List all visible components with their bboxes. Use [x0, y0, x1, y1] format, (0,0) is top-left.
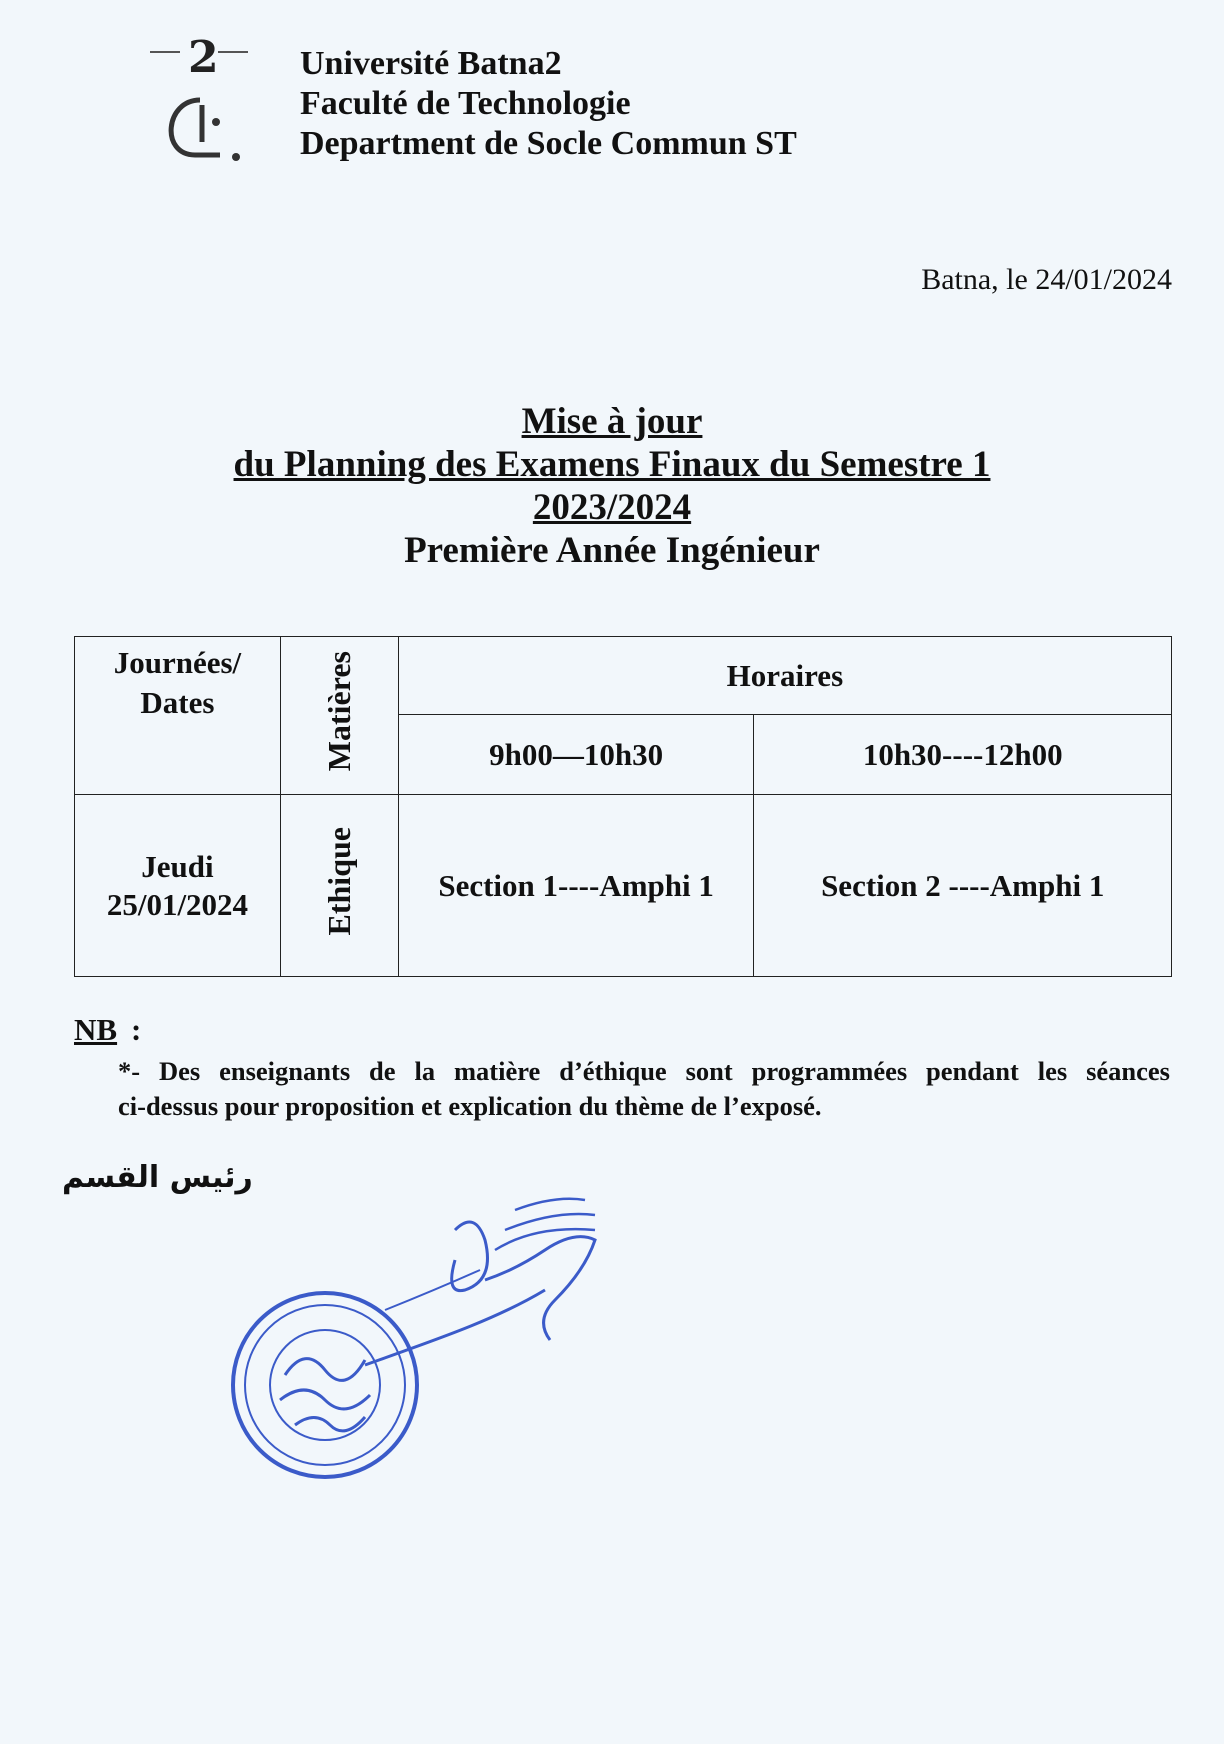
row-subject-cell [280, 795, 398, 977]
header-hours: Horaires [398, 637, 1171, 715]
faculty-name: Faculté de Technologie [300, 85, 631, 122]
row-slot-2: Section 2 ----Amphi 1 [754, 795, 1172, 977]
title-line-4: Première Année Ingénieur [404, 530, 820, 571]
table-row [75, 795, 1172, 977]
title-line-2: du Planning des Examens Finaux du Semestre 1 [233, 444, 991, 485]
signature-title: رئيس القسم [62, 1160, 253, 1195]
header-slot-2: 10h30----12h00 [754, 715, 1172, 795]
row-day-cell [75, 795, 281, 977]
nb-label: NB [74, 1012, 118, 1047]
nb-note [118, 1054, 1170, 1124]
university-name: Université Batna2 [300, 45, 562, 82]
nb-line-2: ci-dessus pour proposition et explication du thème de l’exposé. [118, 1091, 822, 1121]
nb-colon: : [131, 1012, 142, 1047]
row-subject: Ethique [320, 827, 357, 936]
department-name: Department de Socle Commun ST [300, 125, 797, 162]
header-subjects: Matières [320, 651, 357, 772]
exam-schedule-table [74, 636, 1172, 977]
university-logo [140, 30, 270, 170]
document-date: Batna, le 24/01/2024 [921, 263, 1172, 296]
official-stamp-and-signature [215, 1170, 655, 1490]
institution-header [300, 44, 797, 164]
header-days-line1: Journées/ [113, 645, 242, 680]
row-date: 25/01/2024 [106, 886, 249, 922]
title-line-1: Mise à jour [521, 401, 703, 442]
nb-line-1: *- Des enseignants de la matière d’éthique sont programmées pendant les séances [118, 1056, 1170, 1086]
header-slot-1: 9h00—10h30 [398, 715, 754, 795]
header-days-cell [75, 637, 281, 795]
document-title [0, 400, 1224, 572]
header-days-line2: Dates [140, 685, 215, 720]
row-slot-1: Section 1----Amphi 1 [398, 795, 754, 977]
logo-numeral: 2 [188, 32, 219, 83]
title-line-3: 2023/2024 [532, 487, 692, 528]
header-subjects-cell [280, 637, 398, 795]
row-day: Jeudi [141, 848, 214, 884]
